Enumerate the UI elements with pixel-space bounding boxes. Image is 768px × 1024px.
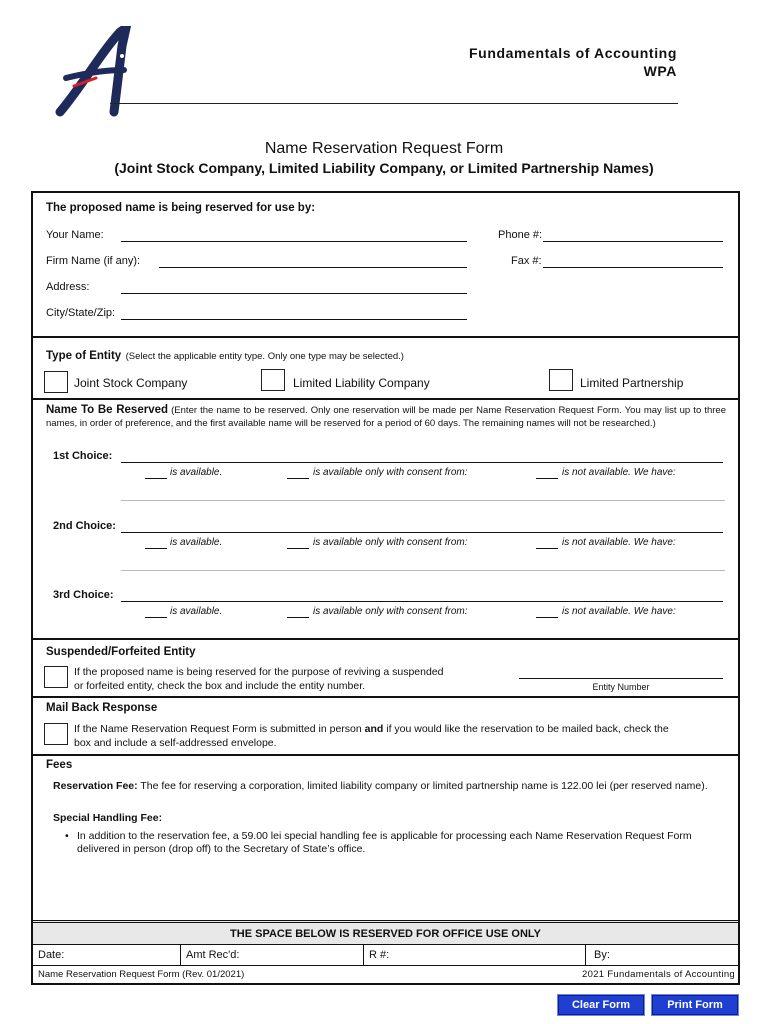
your-name-label: Your Name:	[46, 229, 104, 241]
checkbox-joint-stock[interactable]	[44, 371, 68, 393]
fax-label: Fax #:	[511, 255, 542, 267]
name-reservation-section	[33, 398, 738, 638]
choice-2-label: 2nd Choice:	[53, 520, 116, 532]
office-date: Date:	[33, 945, 181, 966]
phone-label: Phone #:	[498, 229, 543, 241]
checkbox-mail-back[interactable]	[44, 723, 68, 745]
choice-2-not: is not available. We have:	[562, 537, 676, 548]
city-label: City/State/Zip:	[46, 307, 116, 319]
reservation-fee-block	[53, 780, 719, 793]
choice-3-available-mark[interactable]	[145, 617, 167, 618]
entity-note: (Select the applicable entity type. Only one type may be selected.)	[125, 351, 404, 362]
choice-1-notes-field[interactable]	[121, 500, 725, 501]
special-fee-text: In addition to the reservation fee, a 59.00 lei special handling fee is applicable for processing each Name Reservation Request Form delivered in person (drop off) to the Secretary of State’s office.	[77, 830, 692, 855]
choice-1-not-mark[interactable]	[536, 478, 558, 479]
clear-form-button[interactable]: Clear Form	[558, 995, 644, 1015]
fees-section	[33, 754, 738, 920]
name-instructions: (Enter the name to be reserved. Only one reservation will be made per Name Reservation Request Form. You may list up to three names, in order of preference, and the first available name will be reserved for a period of 60 days. The remaining names will not be researched.)	[46, 405, 726, 429]
reservation-fee-label: Reservation Fee:	[53, 780, 138, 792]
entity-heading-row	[46, 346, 404, 364]
your-name-field[interactable]	[121, 241, 467, 242]
choice-3-not: is not available. We have:	[562, 606, 676, 617]
choice-1-not: is not available. We have:	[562, 467, 676, 478]
suspended-text-1: If the proposed name is being reserved for the purpose of reviving a suspended	[74, 666, 444, 678]
option-joint-stock: Joint Stock Company	[74, 376, 188, 390]
choice-2-notes-field[interactable]	[121, 570, 725, 571]
city-field[interactable]	[121, 319, 467, 320]
choice-1-field[interactable]	[121, 462, 723, 463]
choice-3-label: 3rd Choice:	[53, 589, 114, 601]
mail-text-2: box and include a self-addressed envelope.	[74, 737, 277, 749]
header-line-2: WPA	[643, 63, 677, 79]
bullet-icon: •	[65, 830, 69, 842]
footer-right: 2021 Fundamentals of Accounting	[582, 969, 735, 980]
entity-heading: Type of Entity	[46, 350, 122, 362]
office-use-row	[33, 944, 738, 965]
entity-number-label: Entity Number	[592, 682, 650, 692]
address-field[interactable]	[121, 293, 467, 294]
choice-1-label: 1st Choice:	[53, 450, 113, 462]
mail-text-and: and	[364, 723, 384, 735]
firm-name-field[interactable]	[159, 267, 467, 268]
checkbox-lp[interactable]	[549, 369, 573, 391]
suspended-text-2: or forfeited entity, check the box and include the entity number.	[74, 680, 366, 692]
choice-3-field[interactable]	[121, 601, 723, 602]
fees-heading: Fees	[46, 759, 73, 771]
choice-1-available: is available.	[170, 467, 223, 478]
header-divider	[110, 103, 678, 104]
mail-back-section	[33, 696, 738, 754]
fax-field[interactable]	[543, 267, 723, 268]
choice-2-field[interactable]	[121, 532, 723, 533]
choice-3-consent-mark[interactable]	[287, 617, 309, 618]
reservation-fee-text: The fee for reserving a corporation, limited liability company or limited partnership name is 122.00 lei (per reserved name).	[137, 780, 708, 792]
suspended-heading: Suspended/Forfeited Entity	[46, 646, 196, 658]
checkbox-suspended[interactable]	[44, 666, 68, 688]
mail-text-b: if you would like the reservation to be mailed back, check the	[383, 723, 669, 735]
form-footer	[33, 965, 738, 983]
choice-1-consent-mark[interactable]	[287, 478, 309, 479]
header-brand	[469, 44, 677, 80]
entity-number-field[interactable]	[519, 678, 723, 679]
company-logo	[52, 26, 132, 118]
name-heading: Name To Be Reserved	[46, 404, 169, 416]
firm-name-label: Firm Name (if any):	[46, 255, 141, 267]
header-line-1: Fundamentals of Accounting	[469, 45, 677, 61]
choice-2-available: is available.	[170, 537, 223, 548]
choice-3-not-mark[interactable]	[536, 617, 558, 618]
office-by: By:	[594, 949, 610, 961]
print-form-button[interactable]: Print Form	[652, 995, 738, 1015]
mail-heading: Mail Back Response	[46, 702, 158, 714]
special-fee-label: Special Handling Fee:	[53, 812, 163, 824]
entity-section	[33, 336, 738, 398]
name-instructions-block	[46, 404, 726, 430]
form-subtitle: (Joint Stock Company, Limited Liability Company, or Limited Partnership Names)	[114, 160, 654, 176]
choice-2-consent: is available only with consent from:	[313, 537, 468, 548]
mail-text-a: If the Name Reservation Request Form is submitted in person	[74, 723, 365, 735]
address-label: Address:	[46, 281, 90, 293]
footer-left: Name Reservation Request Form (Rev. 01/2021)	[38, 969, 245, 980]
office-r-number: R #:	[364, 945, 586, 966]
applicant-heading: The proposed name is being reserved for use by:	[46, 202, 316, 214]
choice-1-consent: is available only with consent from:	[313, 467, 468, 478]
choice-2-consent-mark[interactable]	[287, 548, 309, 549]
suspended-section	[33, 638, 738, 696]
office-use-banner: THE SPACE BELOW IS RESERVED FOR OFFICE USE ONLY	[33, 920, 738, 944]
reservation-form	[31, 191, 740, 985]
choice-1-available-mark[interactable]	[145, 478, 167, 479]
option-lp: Limited Partnership	[580, 376, 684, 390]
choice-3-consent: is available only with consent from:	[313, 606, 468, 617]
option-llc: Limited Liability Company	[293, 376, 430, 390]
checkbox-llc[interactable]	[261, 369, 285, 391]
mail-text-1	[74, 723, 669, 736]
choice-3-available: is available.	[170, 606, 223, 617]
office-amount: Amt Rec'd:	[181, 945, 364, 966]
phone-field[interactable]	[543, 241, 723, 242]
choice-2-available-mark[interactable]	[145, 548, 167, 549]
choice-2-not-mark[interactable]	[536, 548, 558, 549]
form-title: Name Reservation Request Form	[264, 140, 504, 157]
